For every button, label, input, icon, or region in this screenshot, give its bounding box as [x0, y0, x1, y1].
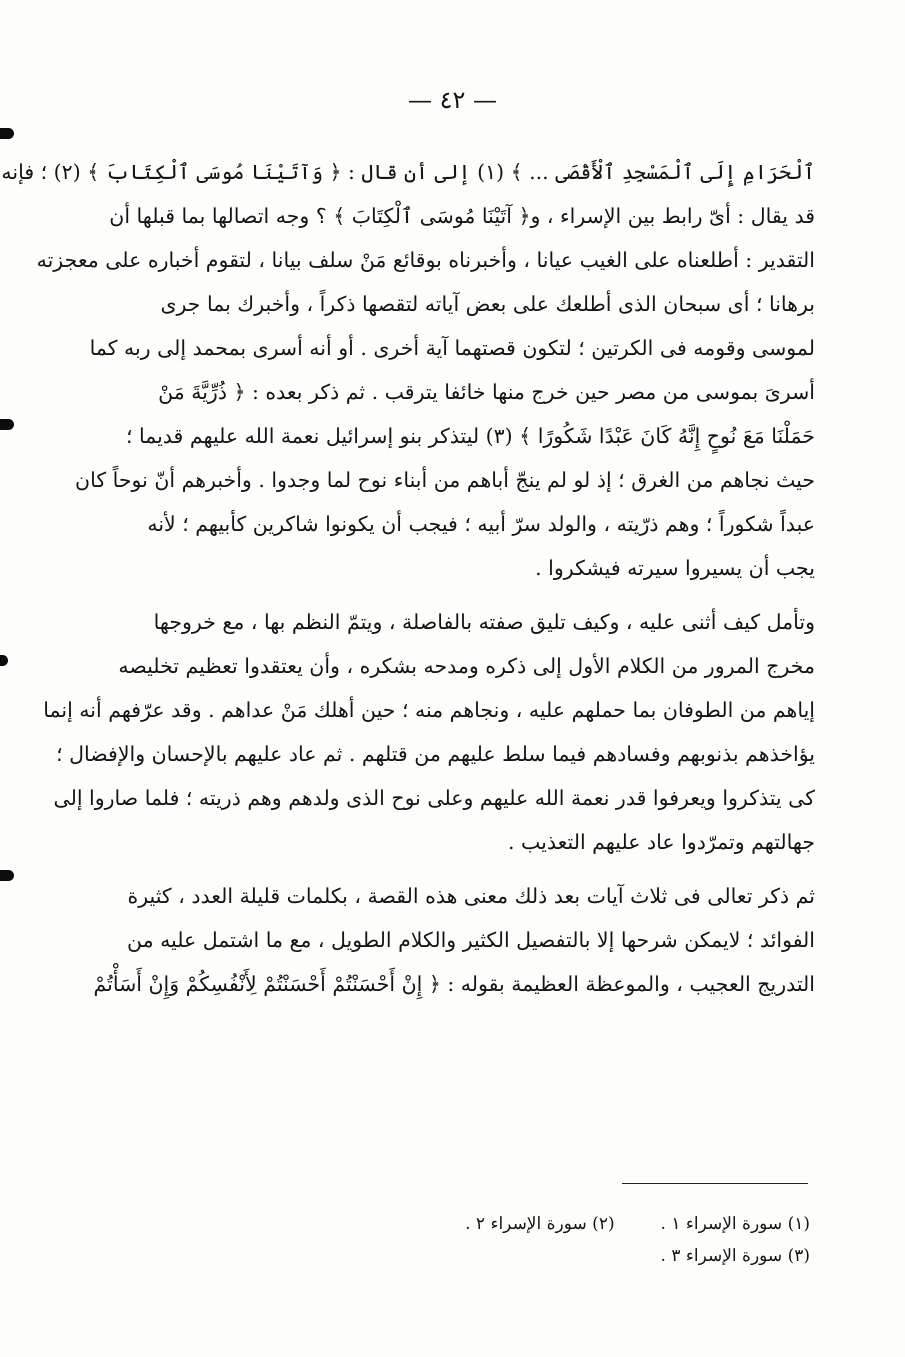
text-line: ٱلْحَرَامِ إِلَى ٱلْمَسْجِدِ ٱلْأَقْصَى ... ﴾ (١) إلى أن قال : ﴿ وَآتَيْنَا مُوسَى ٱلْكِتَابَ ﴾ (٢) ؛ فإنه [1, 160, 815, 184]
text-line: مخرج المرور من الكلام الأول إلى ذكره ومدحه بشكره ، وأن يعتقدوا تعظيم تخليصه [118, 654, 815, 678]
paragraph-gap [100, 864, 815, 874]
footnote-1: (١) سورة الإسراء ١ . [660, 1214, 810, 1234]
footnote-row [100, 1208, 810, 1240]
text-line: حَمَلْنَا مَعَ نُوحٍ إِنَّهُ كَانَ عَبْدًا شَكُورًا ﴾ (٣) ليتذكر بنو إسرائيل نعمة الله عليهم قديما ؛ [125, 424, 815, 448]
text-line: ثم ذكر تعالى فى ثلاث آيات بعد ذلك معنى هذه القصة ، بكلمات قليلة العدد ، كثيرة [127, 884, 815, 908]
footnote-row [100, 1240, 810, 1272]
text-line: التدريج العجيب ، والموعظة العظيمة بقوله : ﴿ إِنْ أَحْسَنْتُمْ أَحْسَنْتُمْ لِأَنْفُسِكُمْ وَإِنْ أَسَأْتُمْ [93, 972, 815, 996]
text-line: إياهم من الطوفان بما حملهم عليه ، ونجاهم منه ؛ حين أهلك مَنْ عداهم . وقد عرّفهم أنه إنما [43, 698, 815, 722]
text-line: حيث نجاهم من الغرق ؛ إذ لو لم ينجّ أباهم من أبناء نوح لما وجدوا . وأخبرهم أنّ نوحاً كان [75, 468, 815, 492]
text-line: كى يتذكروا ويعرفوا قدر نعمة الله عليهم وعلى نوح الذى ولدهم وهم ذريته ؛ فلما صاروا إلى [53, 786, 815, 810]
page-number: — ٤٢ — [407, 86, 498, 114]
text-line: أسرىَ بموسى من مصر حين خرج منها خائفا يترقب . ثم ذكر بعده : ﴿ ذُرِّيَّةَ مَنْ [158, 380, 815, 404]
binding-mark [0, 870, 14, 881]
text-line: قد يقال : أىّ رابط بين الإسراء ، و﴿ آتَيْنَا مُوسَى ٱلْكِتَابَ ﴾ ؟ وجه اتصالها بما قبلها أن [109, 204, 815, 228]
text-line: برهانا ؛ أى سبحان الذى أطلعك على بعض آياته لتقصها ذكراً ، وأخبرك بما جرى [160, 292, 815, 316]
text-line: وتأمل كيف أثنى عليه ، وكيف تليق صفته بالفاصلة ، ويتمّ النظم بها ، مع خروجها [153, 610, 815, 634]
footnote-3: (٣) سورة الإسراء ٣ . [660, 1246, 810, 1266]
text-line: التقدير : أطلعناه على الغيب عيانا ، وأخبرناه بوقائع مَنْ سلف بيانا ، لتقوم أخباره على معجزته [36, 248, 815, 272]
footnotes [100, 1208, 810, 1272]
footnote-2: (٢) سورة الإسراء ٢ . [465, 1214, 615, 1234]
text-line: يؤاخذهم بذنوبهم وفسادهم فيما سلط عليهم من قتلهم . ثم عاد عليهم بالإحسان والإفضال ؛ [56, 742, 815, 766]
text-line: الفوائد ؛ لايمكن شرحها إلا بالتفصيل الكثير والكلام الطويل ، مع ما اشتمل عليه من [126, 928, 815, 952]
paragraph-gap [100, 590, 815, 600]
text-line: لموسى وقومه فى الكرتين ؛ لتكون قصتهما آية أخرى . أو أنه أسرى بمحمد إلى ربه كما [89, 336, 815, 360]
binding-mark [0, 128, 14, 139]
body-text [1, 150, 815, 1006]
binding-mark [0, 419, 14, 430]
text-line: يجب أن يسيروا سيرته فيشكروا . [535, 556, 815, 580]
text-line: عبداً شكوراً ؛ وهم ذرّيته ، والولد سرّ أبيه ؛ فيجب أن يكونوا شاكرين كأبيهم ؛ لأنه [147, 512, 815, 536]
footnote-divider [622, 1183, 808, 1184]
text-line: جهالتهم وتمرّدوا عاد عليهم التعذيب . [508, 830, 815, 854]
binding-mark [0, 655, 8, 666]
